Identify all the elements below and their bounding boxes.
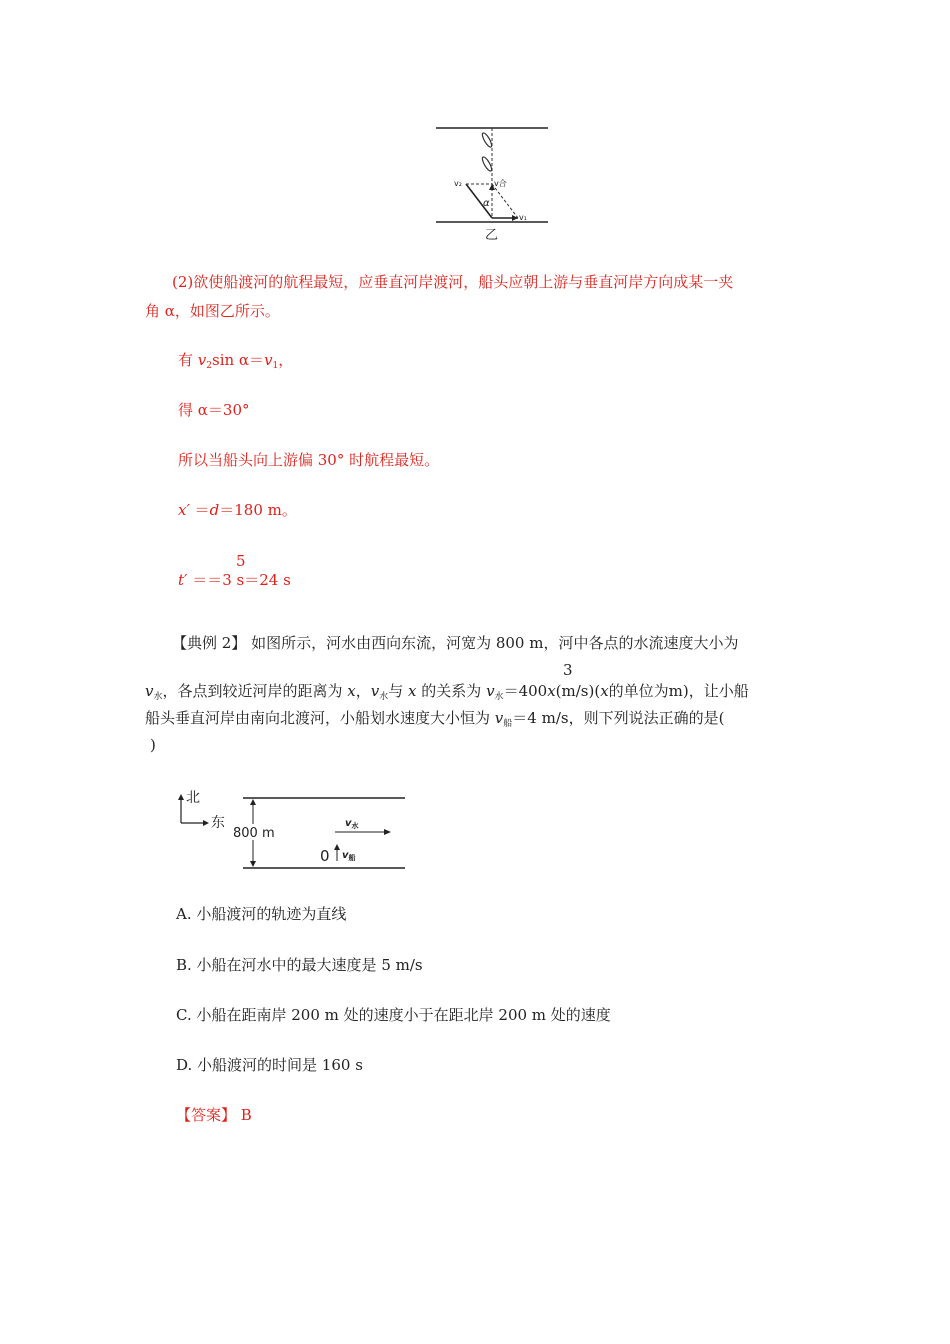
equation-1 xyxy=(178,350,293,376)
x-var-4: x xyxy=(600,682,609,700)
answer-tag: 【答案】 xyxy=(176,1106,237,1124)
north-label: 北 xyxy=(186,790,200,806)
water-velocity-arrowhead xyxy=(384,829,391,835)
x-eq: ＝ xyxy=(189,501,210,519)
boat-velocity-arrowhead xyxy=(334,844,340,850)
t-fraction-numerator: 5 xyxy=(236,552,246,570)
figure-river xyxy=(175,785,415,880)
answer-value: B xyxy=(240,1106,252,1124)
option-b: B. 小船在河水中的最大速度是 5 m/s xyxy=(176,956,423,974)
example-line2-j: 的单位为m)，让小船 xyxy=(608,682,749,700)
solution-para1-line1: (2)欲使船渡河的航程最短，应垂直河岸渡河，船头应朝上游与垂直河岸方向成某一夹 xyxy=(172,273,734,291)
compass-east-arrow xyxy=(203,820,209,826)
option-c: C. 小船在距南岸 200 m 处的速度小于在距北岸 200 m 处的速度 xyxy=(176,1006,611,1024)
example-line1-text: 如图所示，河水由西向东流，河宽为 800 m，河中各点的水流速度大小为 xyxy=(246,634,739,652)
x-var-3: x xyxy=(547,682,556,700)
option-d: D. 小船渡河的时间是 160 s xyxy=(176,1056,363,1074)
x-prime-equation xyxy=(178,500,297,520)
water-velocity-label: $v_水$ xyxy=(345,818,359,830)
example-line2-h: ＝400 xyxy=(503,682,548,700)
eq1-prefix: 有 xyxy=(178,351,198,369)
example-line4: ) xyxy=(150,736,156,754)
v1-dashed-diag xyxy=(492,184,518,218)
width-arrow-bottom xyxy=(250,861,256,867)
v2-label: v₂ xyxy=(454,179,462,188)
v-combined-label: v合 xyxy=(494,179,507,188)
v-water-2: v xyxy=(370,682,380,700)
eq1-sub2: 2 xyxy=(206,361,212,371)
x-prime: x′ xyxy=(178,501,190,519)
example-line2-i: (m/s)( xyxy=(555,682,601,700)
example-tag: 【典例 2】 xyxy=(172,634,247,652)
example-line2-c: ， xyxy=(355,682,371,700)
x-d: d xyxy=(209,501,220,519)
east-label: 东 xyxy=(211,815,225,831)
v-water-3-sub: 水 xyxy=(494,692,504,702)
t-prime: t′ xyxy=(178,571,188,589)
width-arrow-top xyxy=(250,799,256,805)
eq1-mid: sin α＝ xyxy=(212,351,265,369)
alpha-label: α xyxy=(483,198,490,209)
example-line2 xyxy=(145,681,749,707)
example-line2-b: ，各点到较近河岸的距离为 xyxy=(162,682,348,700)
boat-shape-top xyxy=(481,132,494,148)
figure-caption: 乙 xyxy=(485,228,499,243)
example-line2-f: 的关系为 xyxy=(416,682,487,700)
x-rest: ＝180 m。 xyxy=(219,501,297,519)
option-a: A. 小船渡河的轨迹为直线 xyxy=(176,905,347,923)
answer-line xyxy=(176,1105,252,1125)
conclusion: 所以当船头向上游偏 30° 时航程最短。 xyxy=(178,451,440,469)
example-line3-a: 船头垂直河岸由南向北渡河，小船划水速度大小恒为 xyxy=(145,709,495,727)
example-line1 xyxy=(172,633,738,653)
example-line3-b: ＝4 m/s，则下列说法正确的是( xyxy=(512,709,725,727)
v1-label: v₁ xyxy=(519,213,527,222)
figure-yi xyxy=(430,120,560,245)
v-water-2-sub: 水 xyxy=(379,692,389,702)
eq1-sub1: 1 xyxy=(272,361,279,371)
solution-para1-line2: 角 α，如图乙所示。 xyxy=(145,302,280,320)
v-water-1: v xyxy=(145,682,154,700)
example-line2-e: 与 xyxy=(388,682,409,700)
t-rest: ＝＝3 s＝24 s xyxy=(187,571,291,589)
v-boat: v xyxy=(494,709,504,727)
eq1-v1: v xyxy=(264,351,273,369)
v-water-3: v xyxy=(486,682,495,700)
t-prime-equation xyxy=(178,570,291,590)
example-line3 xyxy=(145,708,724,734)
v-boat-sub: 船 xyxy=(503,719,513,729)
example-fraction-numerator: 3 xyxy=(563,661,573,679)
width-label: 800 m xyxy=(233,826,275,841)
x-var-2: x xyxy=(408,682,417,700)
boat-shape-middle xyxy=(481,156,494,172)
boat-velocity-label: $v_船$ xyxy=(342,850,356,862)
compass-north-arrow xyxy=(178,794,184,800)
v-water-1-sub: 水 xyxy=(153,692,163,702)
eq1-v2: v xyxy=(197,351,207,369)
v1-arrowhead xyxy=(512,215,518,221)
boat-glyph: 0 xyxy=(320,847,330,865)
eq1-end: ， xyxy=(278,351,294,369)
equation-2: 得 α＝30° xyxy=(178,401,250,419)
x-var-1: x xyxy=(347,682,356,700)
